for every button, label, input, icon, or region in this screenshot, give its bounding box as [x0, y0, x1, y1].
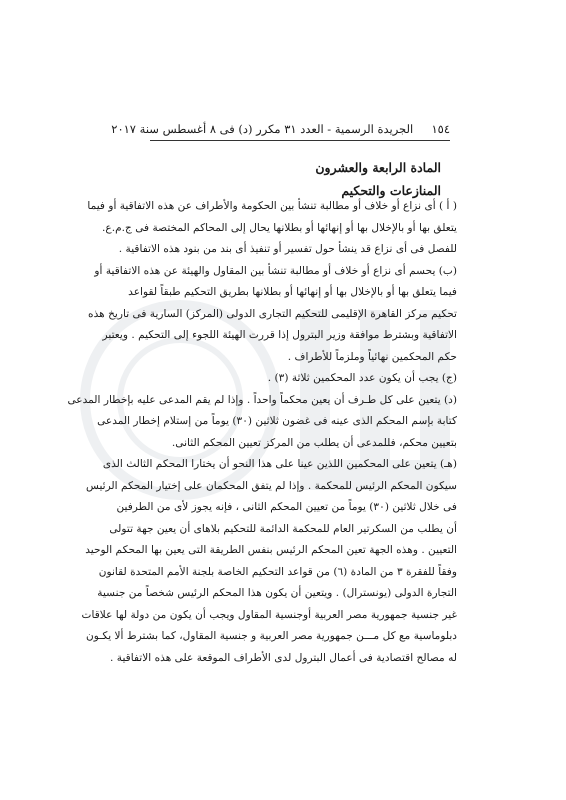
body-line: بتعيين محكم، فللمدعى أن يطلب من المركز تعيين المحكم الثانى.	[171, 436, 457, 449]
body-line: الاتفاقية وبشترط موافقة وزير البترول إذا قررت الهيئة اللجوء إلى التحكيم . ويعتبر	[102, 329, 457, 341]
body-line: التجارة الدولى (يونسترال) . ويتعين أن يكون هذا المحكم الرئيس شخصاً من جنسية	[97, 587, 457, 599]
body-line: تحكيم مركز القاهرة الإقليمى للتحكيم التجارى الدولى (المركز) السارية فى تاريخ هذه	[88, 307, 457, 320]
article-body	[67, 196, 457, 673]
header-divider	[150, 140, 450, 141]
body-line: كتابة بإسم المحكم الذى عينه فى غضون ثلاثين (٣٠) يوماً من إستلام إخطار المدعى	[97, 415, 457, 427]
body-line: (ب) يحسم أى نزاع أو خلاف أو مطالبة تنشأ بين المقاول والهيئة عن هذه الاتفاقية أو	[94, 264, 457, 277]
article-title: المادة الرابعة والعشرون	[315, 160, 441, 175]
body-line: وفقاً للفقرة ٣ من المادة (٦) من قواعد التحكيم الخاصة بلجنة الأمم المتحدة لقانون	[98, 565, 457, 578]
gazette-header	[111, 122, 450, 138]
page-number: ١٥٤	[431, 122, 450, 136]
body-line: (د) يتعين على كل طـرف أن يعين محكماً واحداً . وإذا لم يقم المدعى عليه بإخطار المدعى	[67, 393, 457, 406]
header-text: الجريدة الرسمية - العدد ٣١ مكرر (د) فى ٨ أغسطس سنة ٢٠١٧	[111, 122, 414, 136]
body-line: للفصل فى أى نزاع قد ينشأ حول تفسير أو تنفيذ أى بند من بنود هذه الاتفاقية .	[118, 243, 457, 255]
body-line: سيكون المحكم الرئيس للمحكمة . وإذا لم يتفق المحكمان على إختيار المحكم الرئيس	[85, 479, 457, 492]
body-line: ( أ ) أى نزاع أو خلاف أو مطالبة تنشأ بين الحكومة والأطراف عن هذه الاتفاقية أو فيما	[87, 200, 457, 212]
body-line: له مصالح اقتصادية فى أعمال البترول لدى الأطراف الموقعة على هذه الاتفاقية .	[110, 651, 457, 664]
body-line: (ج) يجب أن يكون عدد المحكمين ثلاثة (٣) .	[267, 372, 457, 384]
body-line: أن يطلب من السكرتير العام للمحكمة الدائمة للتحكيم بلاهاى أن يعين جهة تتولى	[109, 522, 457, 535]
article-subtitle: المنازعات والتحكيم	[341, 183, 441, 198]
body-line: يتعلق بها أو بالإخلال بها أو إنهائها أو بطلانها يحال إلى المحاكم المختصة فى ج.م.ع.	[102, 221, 457, 234]
body-line: حكم المحكمين نهائياً وملزماً للأطراف .	[287, 350, 457, 363]
body-line: التعيين . وهذه الجهة تعين المحكم الرئيس بنفس الطريقة التى يعين بها المحكم الوحيد	[85, 544, 457, 556]
body-line: (هـ) يتعين على المحكمين اللذين عينا على هذا النحو أن يختارا المحكم الثالث الذى	[102, 458, 457, 470]
body-line: فى خلال ثلاثين (٣٠) يوماً من تعيين المحكم الثانى ، فإنه يجوز لأى من الطرفين	[116, 501, 457, 513]
body-line: غير جنسية جمهورية مصر العربية أوجنسية المقاول ويجب أن يكون من دولة لها علاقات	[81, 608, 457, 621]
body-line: فيما يتعلق بها أو بالإخلال بها أو إنهائها أو بطلانها بطريق التحكيم طبقاً لقواعد	[128, 286, 457, 298]
body-line: دبلوماسية مع كل مـــن جمهورية مصر العربية و جنسية المقاول، كما بشترط ألا يكـون	[85, 630, 457, 642]
